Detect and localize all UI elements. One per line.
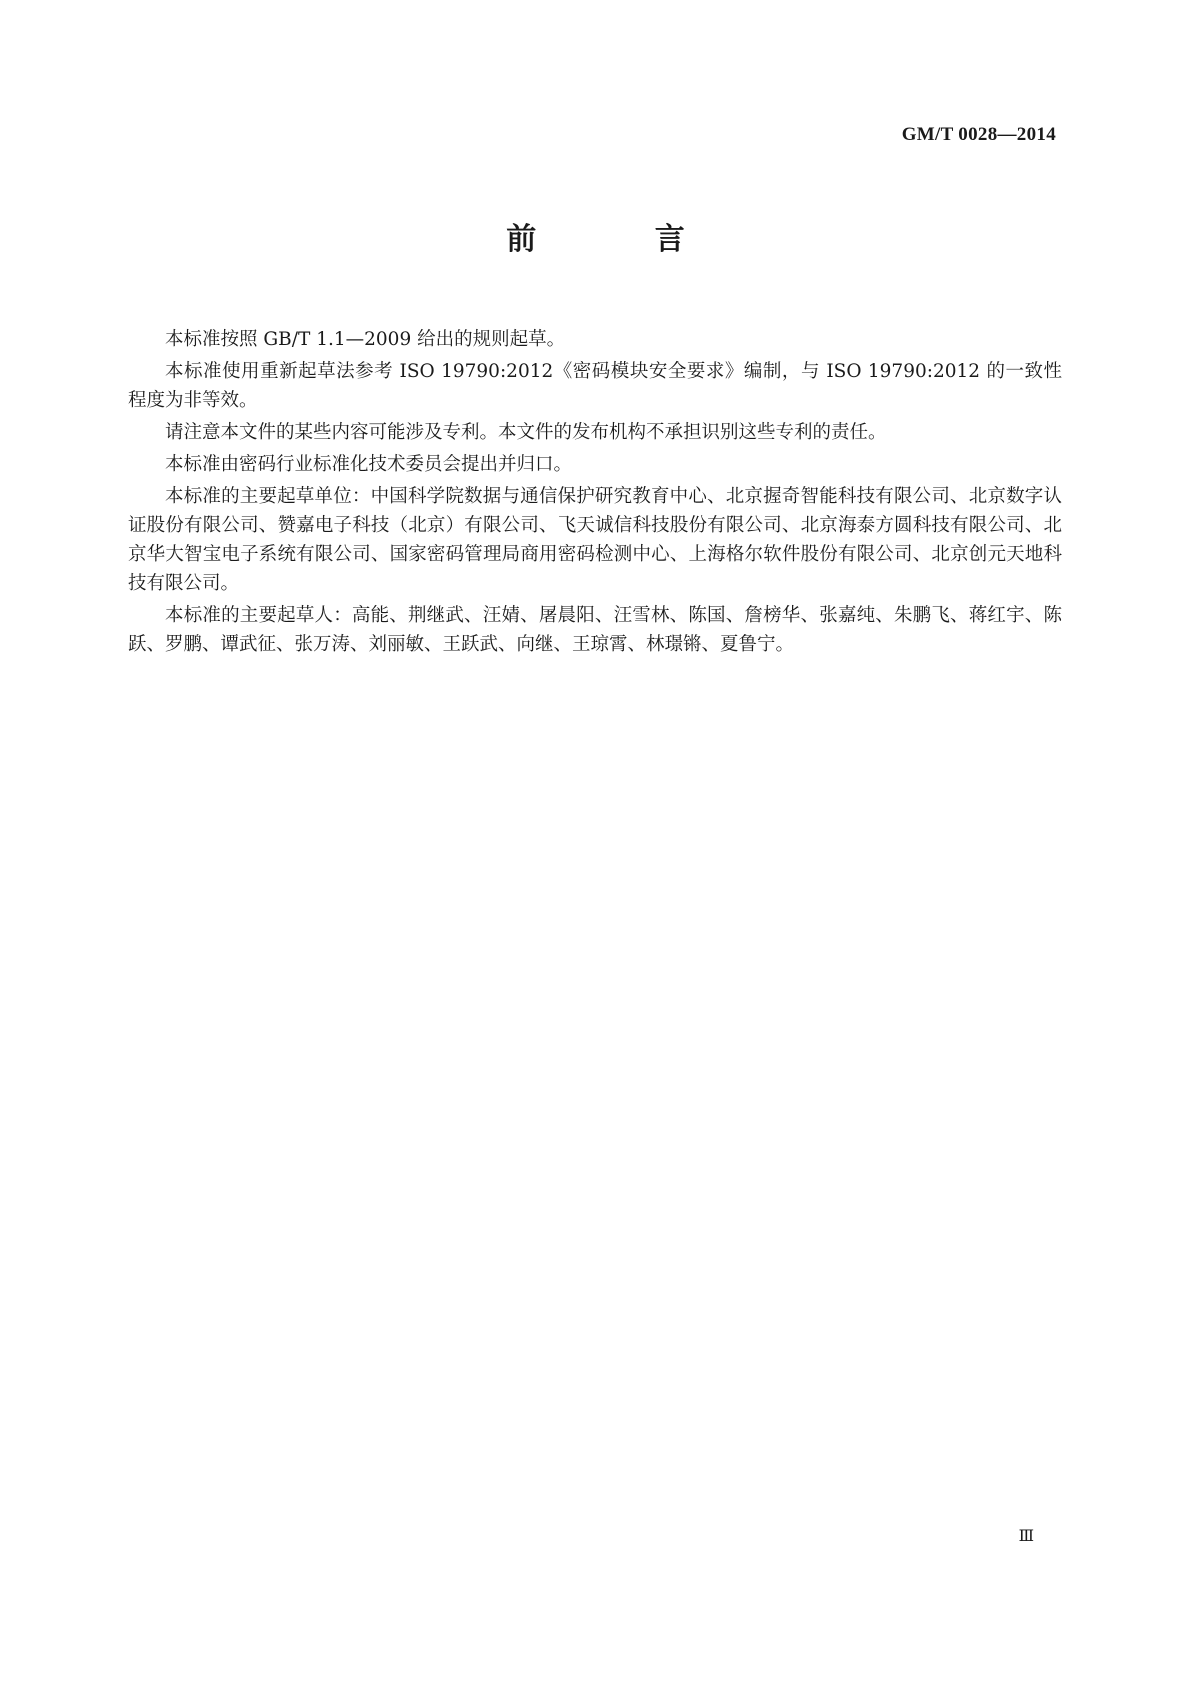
- page-title: 前 言: [506, 222, 739, 257]
- paragraph-drafting-rules: 本标准按照 GB/T 1.1—2009 给出的规则起草。: [165, 329, 566, 350]
- standard-number: GM/T 0028—2014: [901, 124, 1056, 145]
- paragraph-proposer: 本标准由密码行业标准化技术委员会提出并归口。: [165, 454, 573, 475]
- paragraph-drafters: 本标准的主要起草人：高能、荆继武、汪婧、屠晨阳、汪雪林、陈国、詹榜华、张嘉纯、朱鹏飞、蒋红宇、陈跃、罗鹏、谭武征、张万涛、刘丽敏、王跃武、向继、王琼霄、林璟锵、夏鲁宁。: [128, 605, 1062, 655]
- foreword-body: [128, 325, 1062, 662]
- paragraph-patent-notice: 请注意本文件的某些内容可能涉及专利。本文件的发布机构不承担识别这些专利的责任。: [165, 422, 887, 443]
- paragraph-drafting-units: 本标准的主要起草单位：中国科学院数据与通信保护研究教育中心、北京握奇智能科技有限公司、北京数字认证股份有限公司、赞嘉电子科技（北京）有限公司、飞天诚信科技股份有限公司、北京海泰方圆科技有限公司、北京华大智宝电子系统有限公司、国家密码管理局商用密码检测中心、上海格尔软件股份有限公司、北京创元天地科技有限公司。: [128, 486, 1062, 594]
- page-number: Ⅲ: [1018, 1528, 1033, 1545]
- paragraph-reference-standard: 本标准使用重新起草法参考 ISO 19790:2012《密码模块安全要求》编制，与 ISO 19790:2012 的一致性程度为非等效。: [128, 361, 1062, 411]
